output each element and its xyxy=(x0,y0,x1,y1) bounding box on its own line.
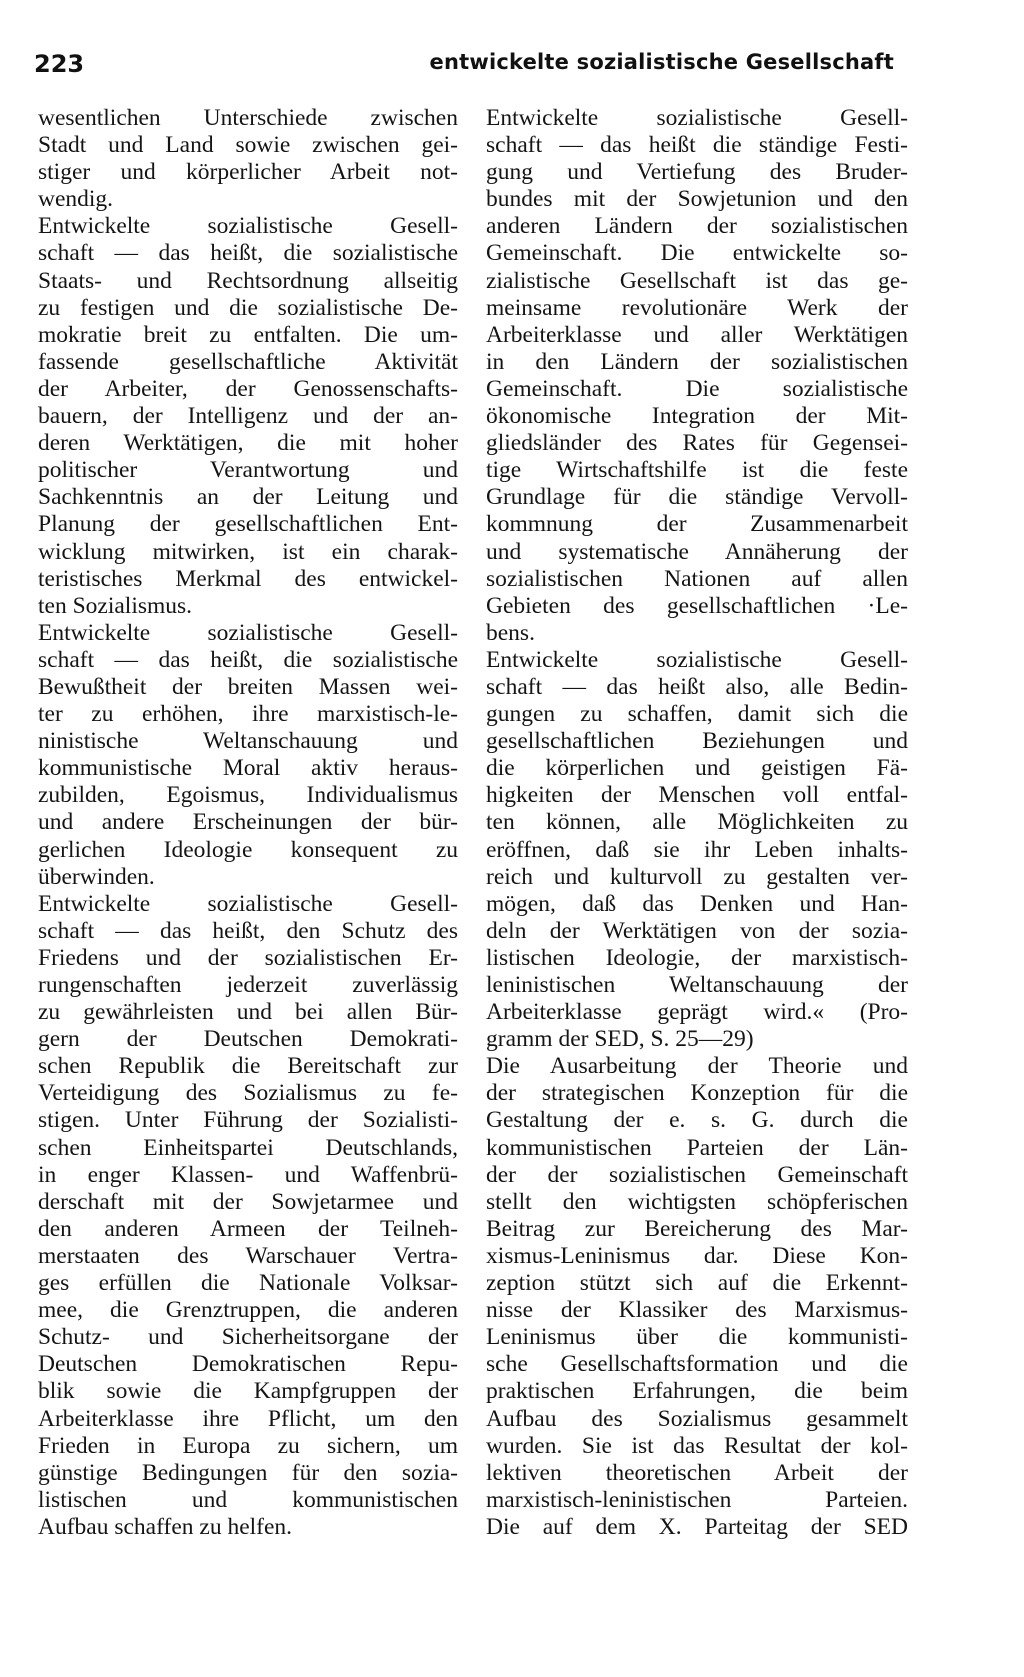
text-line: eröffnen, daß sie ihr Leben inhalts- xyxy=(486,836,908,863)
text-line: bens. xyxy=(486,619,535,646)
text-line: wendig. xyxy=(38,186,114,213)
text-line: xismus-Leninismus dar. Diese Kon- xyxy=(486,1242,908,1269)
text-line: leninistischen Weltanschauung der xyxy=(486,972,908,998)
text-line: Leninismus über die kommunisti- xyxy=(486,1324,908,1351)
text-line: Die Ausarbeitung der Theorie und xyxy=(486,1053,908,1080)
text-line: der strategischen Konzeption für die xyxy=(486,1080,908,1107)
text-line: kommunistische Moral aktiv heraus- xyxy=(38,755,458,782)
text-line: Entwickelte sozialistische Gesell- xyxy=(486,646,908,673)
text-line: merstaaten des Warschauer Vertra- xyxy=(38,1242,458,1269)
text-line: sche Gesellschaftsformation und die xyxy=(486,1351,908,1378)
text-line: zeption stützt sich auf die Erkennt- xyxy=(486,1270,908,1297)
text-line: Planung der gesellschaftlichen Ent- xyxy=(38,511,458,538)
text-line: Staats- und Rechtsordnung allseitig xyxy=(38,267,458,294)
text-line: gerlichen Ideologie konsequent zu xyxy=(38,836,458,863)
text-line: ges erfüllen die Nationale Volksar- xyxy=(38,1270,458,1297)
text-line: politischer Verantwortung und xyxy=(38,457,458,484)
text-line: die körperlichen und geistigen Fä- xyxy=(486,755,908,782)
text-line: Stadt und Land sowie zwischen gei- xyxy=(38,132,458,159)
text-line: ten Sozialismus. xyxy=(38,592,193,619)
text-line: ter zu erhöhen, ihre marxistisch-le- xyxy=(38,701,458,728)
text-line: blik sowie die Kampfgruppen der xyxy=(38,1378,458,1405)
text-line: stigen. Unter Führung der Sozialisti- xyxy=(38,1107,458,1134)
text-line: schaft — das heißt, die sozialistische xyxy=(38,240,458,267)
text-line: Entwickelte sozialistische Gesell- xyxy=(38,890,458,917)
text-line: schen Republik die Bereitschaft zur xyxy=(38,1053,458,1080)
text-line: derschaft mit der Sowjetarmee und xyxy=(38,1188,458,1215)
text-line: wurden. Sie ist das Resultat der kol- xyxy=(486,1432,908,1459)
text-line: in enger Klassen- und Waffenbrü- xyxy=(38,1161,458,1188)
text-line: meinsame revolutionäre Werk der xyxy=(486,294,908,321)
left-text-column xyxy=(38,105,458,1541)
text-line: Arbeiterklasse und aller Werktätigen xyxy=(486,321,908,348)
text-line: gesellschaftlichen Beziehungen und xyxy=(486,728,908,755)
text-line: ten können, alle Möglichkeiten zu xyxy=(486,809,908,836)
text-line: Friedens und der sozialistischen Er- xyxy=(38,944,458,971)
text-line: und systematische Annäherung der xyxy=(486,538,908,565)
text-line: ökonomische Integration der Mit- xyxy=(486,403,908,430)
text-line: Gemeinschaft. Die sozialistische xyxy=(486,375,908,402)
text-line: der der sozialistischen Gemeinschaft xyxy=(486,1161,908,1188)
text-line: Aufbau schaffen zu helfen. xyxy=(38,1513,293,1540)
text-line: zialistische Gesellschaft ist das ge- xyxy=(486,267,908,294)
text-line: der Arbeiter, der Genossenschafts- xyxy=(38,375,458,402)
text-line: Aufbau des Sozialismus gesammelt xyxy=(486,1405,908,1432)
text-line: schaft — das heißt, den Schutz des xyxy=(38,917,458,944)
text-line: schen Einheitspartei Deutschlands, xyxy=(38,1134,458,1161)
text-line: Verteidigung des Sozialismus zu fe- xyxy=(38,1080,458,1107)
text-line: Bewußtheit der breiten Massen wei- xyxy=(38,673,458,700)
text-line: günstige Bedingungen für den sozia- xyxy=(38,1459,458,1486)
text-line: higkeiten der Menschen voll entfal- xyxy=(486,782,908,809)
text-line: Deutschen Demokratischen Repu- xyxy=(38,1351,458,1378)
text-line: Sachkenntnis an der Leitung und xyxy=(38,484,458,511)
text-line: Frieden in Europa zu sichern, um xyxy=(38,1432,458,1459)
text-line: lektiven theoretischen Arbeit der xyxy=(486,1459,908,1486)
text-line: Entwickelte sozialistische Gesell- xyxy=(38,213,458,240)
text-line: deren Werktätigen, die mit hoher xyxy=(38,430,458,457)
text-line: Die auf dem X. Parteitag der SED xyxy=(486,1513,908,1540)
text-line: zu gewährleisten und bei allen Bür- xyxy=(38,999,458,1026)
text-line: überwinden. xyxy=(38,863,155,890)
text-line: mögen, daß das Denken und Han- xyxy=(486,890,908,917)
text-line: zu festigen und die sozialistische De- xyxy=(38,294,458,321)
text-line: den anderen Armeen der Teilneh- xyxy=(38,1215,458,1242)
text-line: Entwickelte sozialistische Gesell- xyxy=(486,105,908,131)
text-line: listischen Ideologie, der marxistisch- xyxy=(486,944,908,971)
text-line: nisse der Klassiker des Marxismus- xyxy=(486,1297,908,1324)
text-line: zubilden, Egoismus, Individualismus xyxy=(38,782,458,809)
text-line: gung und Vertiefung des Bruder- xyxy=(486,159,908,186)
text-line: listischen und kommunistischen xyxy=(38,1486,458,1513)
text-line: Schutz- und Sicherheitsorgane der xyxy=(38,1324,458,1351)
text-line: gern der Deutschen Demokrati- xyxy=(38,1026,458,1053)
text-line: schaft — das heißt die ständige Festi- xyxy=(486,132,908,159)
text-line: in den Ländern der sozialistischen xyxy=(486,348,908,375)
text-line: anderen Ländern der sozialistischen xyxy=(486,213,908,240)
text-line: rungenschaften jederzeit zuverlässig xyxy=(38,972,458,998)
text-line: stellt den wichtigsten schöpferischen xyxy=(486,1188,908,1215)
text-line: schaft — das heißt also, alle Bedin- xyxy=(486,673,908,700)
right-text-column xyxy=(486,105,908,1541)
text-line: sozialistischen Nationen auf allen xyxy=(486,565,908,592)
text-line: kommunistischen Parteien der Län- xyxy=(486,1134,908,1161)
text-line: praktischen Erfahrungen, die beim xyxy=(486,1378,908,1405)
text-line: gungen zu schaffen, damit sich die xyxy=(486,701,908,728)
text-line: Arbeiterklasse ihre Pflicht, um den xyxy=(38,1405,458,1432)
running-head: entwickelte sozialistische Gesellschaft xyxy=(429,50,894,74)
text-line: wicklung mitwirken, ist ein charak- xyxy=(38,538,458,565)
text-line: teristisches Merkmal des entwickel- xyxy=(38,565,458,592)
text-line: stiger und körperlicher Arbeit not- xyxy=(38,159,458,186)
text-line: marxistisch-leninistischen Parteien. xyxy=(486,1486,908,1513)
text-line: Entwickelte sozialistische Gesell- xyxy=(38,619,458,646)
text-line: fassende gesellschaftliche Aktivität xyxy=(38,348,458,375)
text-line: deln der Werktätigen von der sozia- xyxy=(486,917,908,944)
text-line: bauern, der Intelligenz und der an- xyxy=(38,403,458,430)
text-line: Gebieten des gesellschaftlichen ·Le- xyxy=(486,592,908,619)
page-number: 223 xyxy=(34,50,85,78)
text-line: schaft — das heißt, die sozialistische xyxy=(38,646,458,673)
text-line: wesentlichen Unterschiede zwischen xyxy=(38,105,458,131)
text-line: Gemeinschaft. Die entwickelte so- xyxy=(486,240,908,267)
text-line: tige Wirtschaftshilfe ist die feste xyxy=(486,457,908,484)
text-line: gramm der SED, S. 25—29) xyxy=(486,1026,754,1053)
text-line: kommnung der Zusammenarbeit xyxy=(486,511,908,538)
text-line: gliedsländer des Rates für Gegensei- xyxy=(486,430,908,457)
text-line: Gestaltung der e. s. G. durch die xyxy=(486,1107,908,1134)
text-line: Arbeiterklasse geprägt wird.« (Pro- xyxy=(486,999,908,1026)
text-line: Grundlage für die ständige Vervoll- xyxy=(486,484,908,511)
text-line: und andere Erscheinungen der bür- xyxy=(38,809,458,836)
text-line: reich und kulturvoll zu gestalten ver- xyxy=(486,863,908,890)
text-line: Beitrag zur Bereicherung des Mar- xyxy=(486,1215,908,1242)
page-header xyxy=(34,50,894,82)
text-line: mee, die Grenztruppen, die anderen xyxy=(38,1297,458,1324)
text-line: bundes mit der Sowjetunion und den xyxy=(486,186,908,213)
text-line: mokratie breit zu entfalten. Die um- xyxy=(38,321,458,348)
text-line: ninistische Weltanschauung und xyxy=(38,728,458,755)
